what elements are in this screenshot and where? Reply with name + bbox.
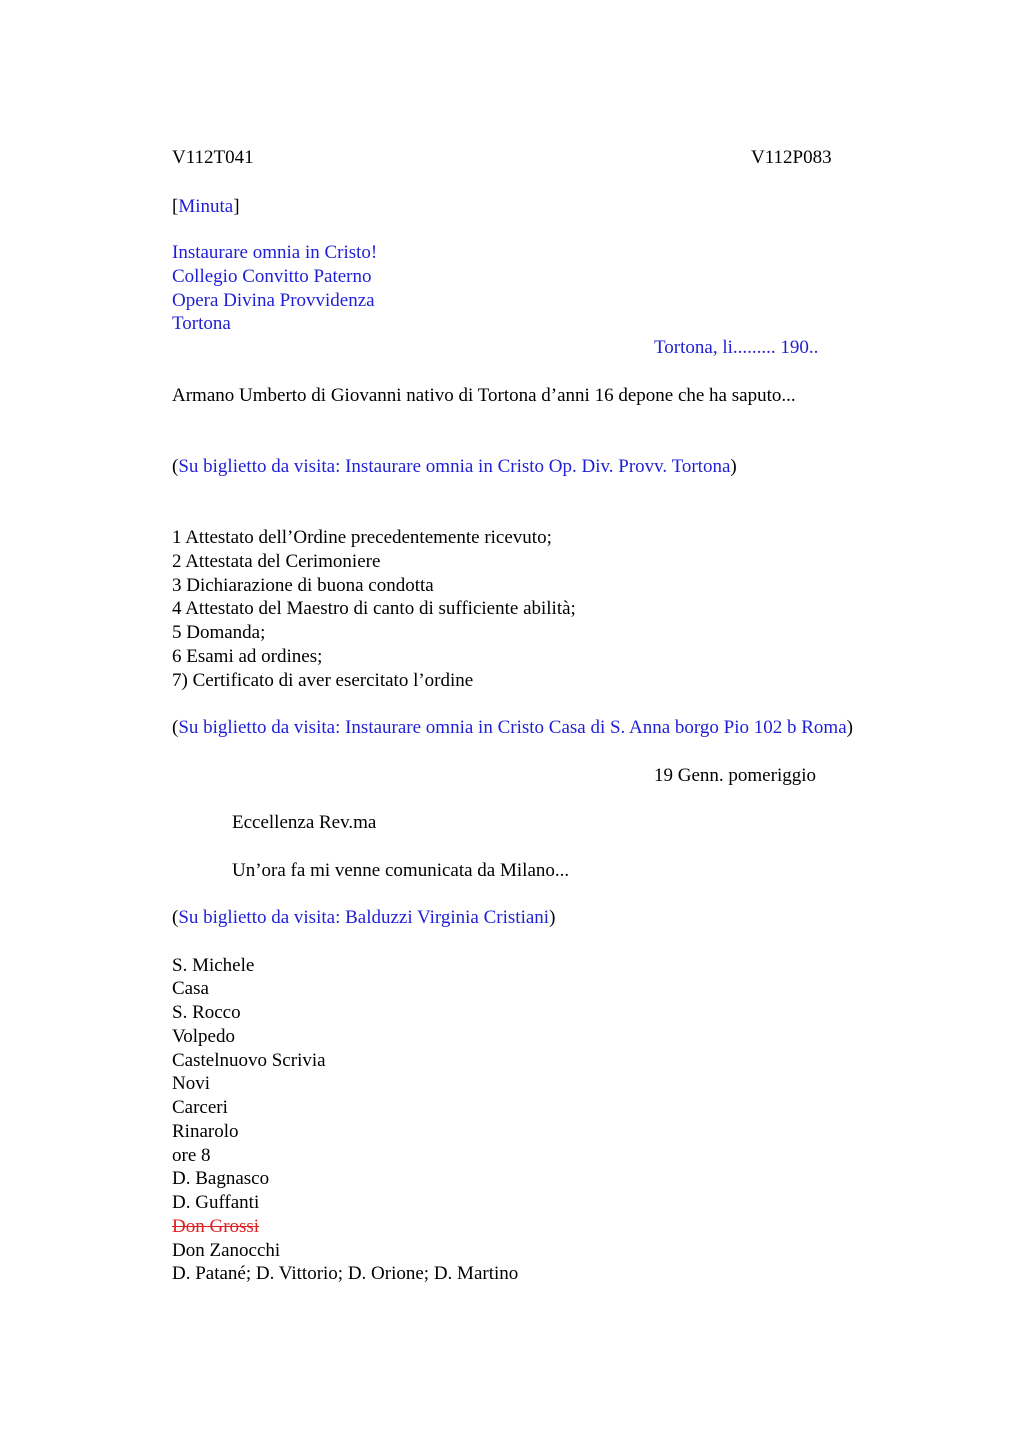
letter-body: Un’ora fa mi venne comunicata da Milano... xyxy=(232,860,570,881)
archive-code-right: V112P083 xyxy=(751,147,832,168)
letterhead-college: Collegio Convitto Paterno xyxy=(172,266,372,287)
name-list-item: Casa xyxy=(172,978,209,999)
visiting-card-note-2: (Su biglietto da visita: Instaurare omnia in Cristo Casa di S. Anna borgo Pio 102 b Roma) xyxy=(172,717,853,738)
name-list-item: ore 8 xyxy=(172,1145,211,1166)
archive-code-left: V112T041 xyxy=(172,147,254,168)
letter-date: 19 Genn. pomeriggio xyxy=(654,765,817,786)
list-item: 6 Esami ad ordines; xyxy=(172,646,323,667)
name-list-item: D. Guffanti xyxy=(172,1192,260,1213)
list-item: 4 Attestato del Maestro di canto di sufficiente abilità; xyxy=(172,598,576,619)
deposition-text: Armano Umberto di Giovanni nativo di Tortona d’anni 16 depone che ha saputo... xyxy=(172,385,796,406)
list-item: 3 Dichiarazione di buona condotta xyxy=(172,575,434,596)
name-list-item: D. Patané; D. Vittorio; D. Orione; D. Martino xyxy=(172,1263,519,1284)
name-list-item: Volpedo xyxy=(172,1026,235,1047)
name-list-item: S. Michele xyxy=(172,955,255,976)
list-item: 5 Domanda; xyxy=(172,622,266,643)
letterhead-motto: Instaurare omnia in Cristo! xyxy=(172,242,378,263)
visiting-card-note-3: (Su biglietto da visita: Balduzzi Virginia Cristiani) xyxy=(172,907,556,928)
letterhead-date: Tortona, li......... 190.. xyxy=(654,337,819,358)
struck-name: Don Grossi xyxy=(172,1216,260,1237)
visiting-card-note-1: (Su biglietto da visita: Instaurare omnia in Cristo Op. Div. Provv. Tortona) xyxy=(172,456,737,477)
minuta-text: Minuta xyxy=(178,196,234,217)
letterhead-opera: Opera Divina Provvidenza xyxy=(172,290,375,311)
list-item: 1 Attestato dell’Ordine precedentemente ricevuto; xyxy=(172,527,552,548)
name-list-item: Don Zanocchi xyxy=(172,1240,281,1261)
name-list-item: Carceri xyxy=(172,1097,228,1118)
name-list-item: Rinarolo xyxy=(172,1121,239,1142)
name-list-item: Novi xyxy=(172,1073,210,1094)
letter-salutation: Eccellenza Rev.ma xyxy=(232,812,377,833)
list-item: 2 Attestata del Cerimoniere xyxy=(172,551,381,572)
letterhead-city: Tortona xyxy=(172,313,231,334)
name-list-item: Castelnuovo Scrivia xyxy=(172,1050,326,1071)
minuta-label: [Minuta] xyxy=(172,196,240,217)
list-item: 7) Certificato di aver esercitato l’ordine xyxy=(172,670,474,691)
name-list-item: S. Rocco xyxy=(172,1002,241,1023)
name-list-item: D. Bagnasco xyxy=(172,1168,270,1189)
